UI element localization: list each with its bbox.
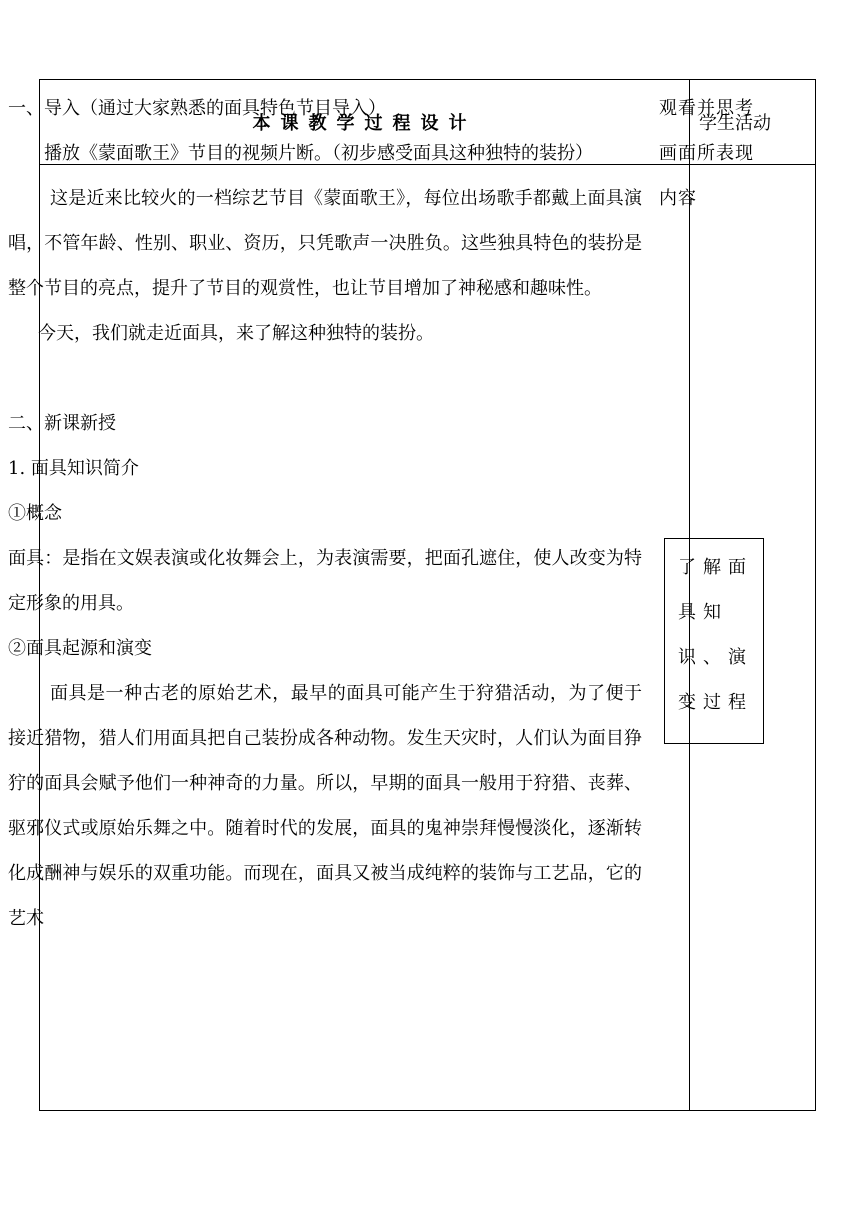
table-header-side: 学生活动 [699,113,771,134]
subheading-origin: ②面具起源和演变 [8,638,152,659]
paragraph-video: 播放《蒙面歌王》节目的视频片断。（初步感受面具这种独特的装扮） [44,143,593,164]
paragraph-today: 今天，我们就走近面具，来了解这种独特的装扮。 [38,323,434,344]
paragraph-show: 这是近来比较火的一档综艺节目《蒙面歌王》，每位出场歌手都戴上面具演唱，不管年龄、性别、职业、资历，只凭歌声一决胜负。这些独具特色的装扮是整个节目的亮点，提升了节目的观赏性，也让节目增加了神秘感和趣味性。 [8,188,642,299]
blank-line [8,356,642,401]
student-activity-2-box [664,538,764,744]
section-heading-intro: 一、导入（通过大家熟悉的面具特色节目导入） [8,98,386,119]
section-heading-new: 二、新课新授 [8,413,116,434]
table-header-main: 本课教学过程设计 [252,113,477,134]
main-content [8,86,642,941]
subheading-knowledge: 1. 面具知识简介 [8,458,139,479]
student-activity-1: 观看并思考画面所表现内容 [659,98,754,209]
paragraph-definition: 面具：是指在文娱表演或化妆舞会上，为表演需要，把面孔遮住，使人改变为特定形象的用具。 [8,548,642,614]
student-activity-2: 了解面具知识、演变过程 [678,557,753,713]
paragraph-origin: 面具是一种古老的原始艺术，最早的面具可能产生于狩猎活动，为了便于接近猎物，猎人们用面具把自己装扮成各种动物。发生天灾时，人们认为面目狰狞的面具会赋予他们一种神奇的力量。所以，早期的面具一般用于狩猎、丧葬、驱邪仪式或原始乐舞之中。随着时代的发展，面具的鬼神崇拜慢慢淡化，逐渐转化成酬神与娱乐的双重功能。而现在，面具又被当成纯粹的装饰与工艺品，它的艺术 [8,683,642,929]
subheading-concept: ①概念 [8,503,62,524]
